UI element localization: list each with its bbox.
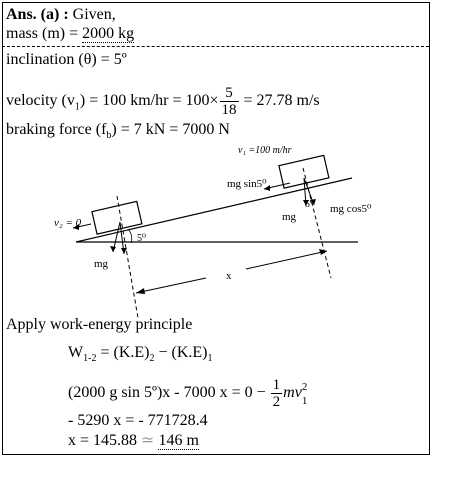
velocity-mid: ) = 100 km/hr = 100× <box>79 92 219 110</box>
w-label: W <box>68 344 84 361</box>
x-label: x <box>226 270 232 282</box>
v2-label: v₂ = 0 <box>54 217 82 229</box>
lower-block <box>92 201 142 234</box>
mv-scripts <box>301 380 310 407</box>
w-equals: = <box>96 344 114 361</box>
half-fraction <box>271 377 283 410</box>
mg-lower-label: mg <box>94 258 109 270</box>
ke1-sub: 1 <box>207 353 213 365</box>
mv-sub: 1 <box>301 394 308 407</box>
eq2-left: (2000 g sin 5º)x - 7000 x = 0 − <box>68 384 270 402</box>
braking-sub: b <box>106 130 112 142</box>
answer-label: Ans. (a) : <box>6 6 69 23</box>
upper-dashed-line <box>303 168 331 278</box>
mv-sup: 2 <box>301 380 308 393</box>
velocity-sub: 1 <box>74 101 80 113</box>
mg-cos-label: mg cos5⁰ <box>330 203 372 215</box>
velocity-result: = 27.78 m/s <box>239 92 320 110</box>
inclination-line: inclination (θ) = 5º <box>6 51 127 68</box>
energy-equation <box>68 377 310 410</box>
principle-line: Apply work-energy principle <box>6 316 193 333</box>
final-result: 146 m <box>158 432 199 449</box>
five-lower-label: 5⁰ <box>137 233 147 244</box>
fraction-numerator: 5 <box>220 85 239 102</box>
mg-sin-label: mg sin5⁰ <box>227 178 267 190</box>
approx-symbol: ≃ <box>141 432 155 449</box>
ke2: (K.E) <box>113 344 150 361</box>
braking-rest: ) = 7 kN = 7000 N <box>111 121 230 138</box>
v1-label: v₁ =100 m/hr <box>238 145 292 156</box>
velocity-prefix: velocity (v <box>6 92 75 110</box>
minus-sign: − <box>154 344 172 361</box>
mass-value: 2000 kg <box>82 25 135 42</box>
half-numerator: 1 <box>272 377 281 393</box>
half-denominator: 2 <box>272 394 281 410</box>
lower-dashed-line <box>117 196 138 318</box>
w-sub: 1-2 <box>83 353 97 365</box>
fraction-denominator: 18 <box>221 102 237 118</box>
ke1: (K.E) <box>171 344 208 361</box>
work-energy-equation <box>68 344 212 368</box>
braking-prefix: braking force (f <box>6 121 107 138</box>
given-label: Given, <box>68 6 116 23</box>
result-prefix: x = 145.88 <box>68 432 142 449</box>
mg-upper-label: mg <box>282 211 297 223</box>
simplified-equation: - 5290 x = - 771728.4 <box>68 412 208 429</box>
ke2-sub: 2 <box>149 353 155 365</box>
mv-term: mv <box>283 384 302 402</box>
mass-prefix: mass (m) = <box>6 25 83 42</box>
five-upper-label: 5⁰ <box>305 199 315 210</box>
result-line <box>68 432 199 450</box>
